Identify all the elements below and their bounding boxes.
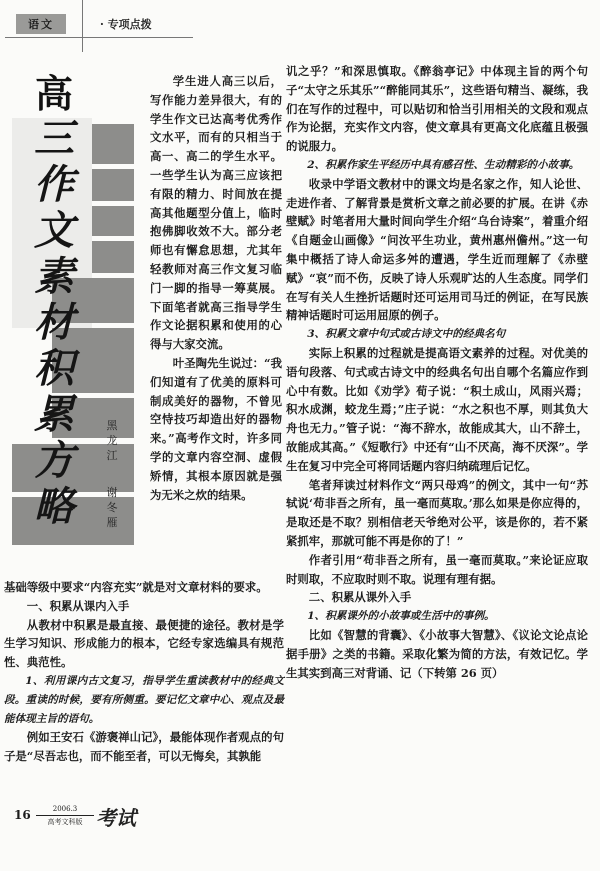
header-divider bbox=[5, 37, 193, 38]
body-paragraph: 作者引用“苟非吾之所有，虽一毫而莫取。”来论证应取时则取，不应取时则不取。说理有理有据。 bbox=[286, 552, 588, 586]
author-region-char: 龙 bbox=[106, 434, 118, 447]
body-paragraph: 例如王安石《游褒禅山记》，最能体现作者观点的句子是“尽吾志也，而不能至者，可以无悔矣，其孰能 bbox=[4, 730, 284, 764]
intro-column bbox=[150, 72, 282, 504]
edition-label: 高考文科版 bbox=[47, 818, 83, 826]
decorative-stripe bbox=[92, 124, 134, 164]
title-char: 三 bbox=[34, 115, 74, 162]
author-name-char: 冬 bbox=[106, 501, 118, 514]
section-heading: 一、积累从课内入手 bbox=[26, 598, 130, 613]
body-paragraph: 基础等级中要求“内容充实”就是对文章材料的要求。 bbox=[4, 580, 268, 594]
title-char: 积 bbox=[34, 345, 74, 392]
article-author bbox=[104, 418, 120, 530]
section-label: · 专项点拨 bbox=[100, 18, 152, 31]
body-paragraph: 讥之乎？”和深思慎取。《醉翁亭记》中体现主旨的两个句子“太守之乐其乐”“醉能同其乐”，这些语句精当、凝练，我们在写作的过程中，可以贴切和恰当引用相关的文段和观点作为论据，充实作文内容，使文章具有更高文化底蕴且极强的说服力。 bbox=[286, 64, 588, 154]
issue-date: 2006.3 bbox=[52, 805, 78, 813]
author-region-char: 江 bbox=[106, 449, 118, 462]
body-paragraph: 实际上积累的过程就是提高语文素养的过程。对优美的语句段落、句式或古诗文中的经典名句出自哪个名篇应作到心中有数。比如《劝学》荀子说：“积土成山，风雨兴焉；积水成渊，蛟龙生焉；”庄子说：“水之积也不厚，则其负大舟也无力。”管子说：“海不辞水，故能成其大，山不辞土，故能成其高。”《短歌行》中还有“山不厌高，海不厌深”。学生在复习中完全可将同话题内容归纳疏理后记忆。 bbox=[286, 345, 588, 473]
body-paragraph: 从教材中积累是最直接、最便捷的途径。教材是学生学习知识、形成能力的根本，它经专家选编具有规范性、典范性。 bbox=[4, 617, 284, 670]
title-char: 累 bbox=[34, 391, 74, 438]
subsection-heading: 1、利用课内古文复习，指导学生重读教材中的经典文段。重读的时候，要有所侧重。要记忆文章中心、观点及最能体现主旨的语句。 bbox=[4, 674, 284, 725]
decorative-stripe bbox=[92, 206, 134, 236]
issue-info bbox=[36, 804, 94, 827]
section-heading: 二、积累从课外入手 bbox=[308, 590, 412, 605]
title-char: 文 bbox=[34, 207, 74, 254]
left-column bbox=[4, 578, 284, 766]
decorative-stripe bbox=[92, 241, 134, 273]
decorative-stripe bbox=[92, 169, 134, 201]
page-number: 16 bbox=[14, 808, 31, 822]
title-char: 素 bbox=[34, 253, 74, 300]
title-char: 略 bbox=[34, 483, 74, 530]
subject-tab: 语文 bbox=[16, 14, 66, 34]
title-char: 高 bbox=[34, 72, 73, 116]
body-paragraph: 笔者拜读过材料作文“两只母鸡”的例文，其中一句“苏轼说‘苟非吾之所有，虽一毫而莫取。’那么如果是你应得的，是取还是不取？别相信老天爷绝对公平，该是你的，若不紧紧抓牢，那就可能不再是你的了！” bbox=[286, 477, 588, 548]
right-column bbox=[286, 62, 588, 682]
title-char: 方 bbox=[34, 437, 74, 484]
body-paragraph: 比如《智慧的背囊》、《小故事大智慧》、《议论文论点论据手册》之类的书籍。采取化繁为简的方法，有效记忆。学生其实到高三对背诵、记（下转第 26 页） bbox=[286, 627, 588, 680]
author-region-char: 黑 bbox=[106, 419, 118, 432]
header-divider-vertical bbox=[82, 0, 83, 52]
title-char: 材 bbox=[34, 299, 74, 346]
body-paragraph: 收录中学语文教材中的课文均是名家之作，知人论世、走进作者、了解背景是赏析文章之前必要的扩展。在讲《赤壁赋》时笔者用大量时间向学生介绍“乌台诗案”，着重介绍《自题金山画像》“问汝平生功业，黄州惠州儋州。”这一句集中概括了诗人命运多舛的遭遇，学生近而理解了《赤壁赋》“哀”而不伤，反映了诗人乐观旷达的人生态度。同学们在写有关人生挫折话题时还可运用司马迁的例证，在写民族精神话题时可运用屈原的例子。 bbox=[286, 176, 588, 323]
body-paragraph: 学生进人高三以后，写作能力差异很大，有的学生作文已达高考优秀作文水平，而有的只相当于高一、高二的学生水平。一些学生认为高三应该把有限的精力、时间放在提高其他题型分值上，临时抱佛脚收效不大。部分老师也有懈怠思想，尤其年轻教师对高三作文复习临门一脚的指导一筹莫展。下面笔者就高三指导学生作文论据积累和使用的心得与大家交流。 bbox=[150, 74, 282, 352]
title-char: 作 bbox=[34, 161, 74, 208]
body-paragraph: 叶圣陶先生说过：“我们知道有了优美的原料可制成美好的器物，不曾见空恃技巧却造出好的器物来。”高考作文时，许多同学的文章内容空洞、虚假矫情，其根本原因就是强为无米之炊的结果。 bbox=[150, 355, 282, 502]
author-name-char: 雁 bbox=[106, 516, 118, 529]
subsection-heading: 1、积累课外的小故事或生活中的事例。 bbox=[307, 610, 495, 623]
author-name-char: 谢 bbox=[106, 486, 118, 499]
subsection-heading: 3、积累文章中句式或古诗文中的经典名句 bbox=[307, 328, 506, 341]
article-title bbox=[30, 72, 78, 530]
magazine-logo: 考试 bbox=[96, 806, 136, 830]
subsection-heading: 2、积累作家生平经历中具有感召性、生动精彩的小故事。 bbox=[307, 158, 580, 171]
